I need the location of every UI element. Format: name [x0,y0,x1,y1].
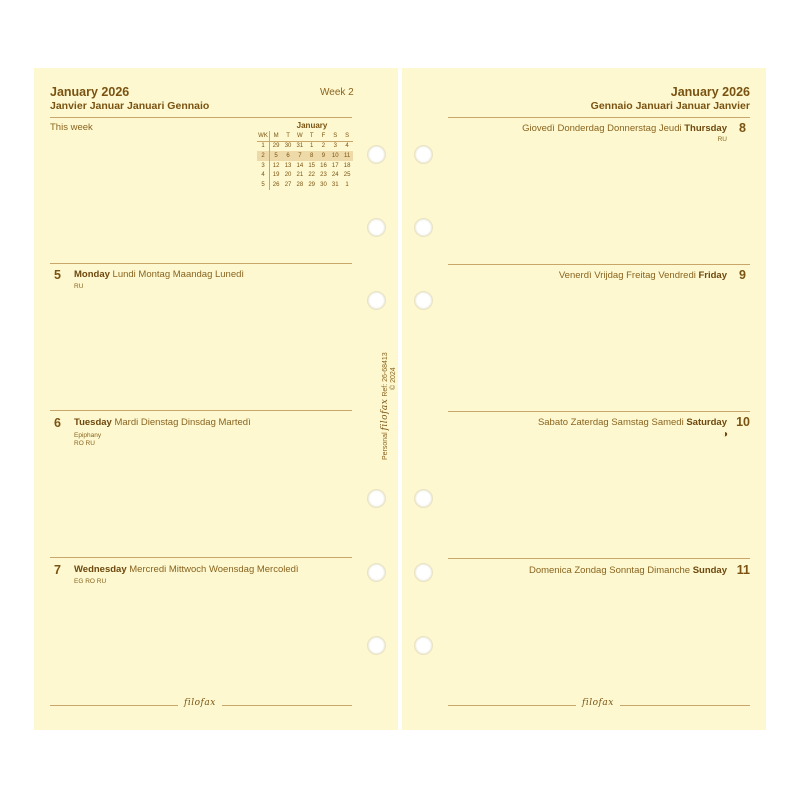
header-rule [50,117,352,118]
day-name: Thursday [684,123,727,134]
day-note: Epiphany [74,432,102,439]
week-number: Week 2 [320,87,354,98]
mini-calendar-date: 12 [272,162,280,169]
spine-ref: Ref: 26-68413 [382,352,389,397]
day-translations: Sabato Zaterdag Samstag Samedi [537,417,684,428]
day-label [74,564,299,575]
mini-calendar-date: 20 [284,172,292,179]
day-name: Monday [74,269,110,280]
mini-calendar [257,121,353,190]
mini-calendar-date: 30 [320,181,327,188]
spine-brand-logo: filofax [380,398,390,431]
day-name: Friday [698,270,727,281]
mini-calendar-header-cell: T [282,131,294,141]
mini-calendar-date: 6 [282,151,294,161]
day-translations: Domenica Zondag Sonntag Dimanche [528,565,691,576]
day-label [538,417,727,428]
mini-calendar-header-cell: S [329,131,341,141]
mini-calendar-month: January [296,121,328,130]
day-rule [448,558,750,559]
mini-calendar-header-row [257,131,353,141]
day-rule [50,410,352,411]
mini-calendar-date: 31 [296,143,304,150]
day-label [74,269,244,280]
binder-hole [367,636,386,655]
day-number: 9 [739,268,746,282]
day-label [559,270,727,281]
day-translations: Venerdì Vrijdag Freitag Vendredi [558,270,696,281]
mini-calendar-date: 10 [329,151,341,161]
day-name: Wednesday [74,564,127,575]
mini-calendar-date: 22 [308,172,315,179]
mini-calendar-week-row [257,170,353,180]
binder-hole [414,218,433,237]
day-translations: Mercredi Mittwoch Woensdag Mercoledì [129,564,299,575]
binder-hole [414,145,433,164]
mini-calendar-week-number: 2 [257,151,270,161]
mini-calendar-date: 24 [331,172,339,179]
day-translations: Mardi Dienstag Dinsdag Martedì [114,417,251,428]
day-number: 5 [54,268,61,282]
mini-calendar-date: 4 [345,143,349,150]
mini-calendar-date: 8 [306,151,318,161]
left-month-subtitle: Janvier Januar Januari Gennaio [50,100,210,112]
mini-calendar-date: 16 [320,162,327,169]
mini-calendar-date: 26 [272,181,280,188]
mini-calendar-date: 1 [309,143,314,150]
binder-hole [367,291,386,310]
mini-calendar-date: 3 [333,143,337,150]
right-month-subtitle: Gennaio Januari Januar Janvier [590,100,750,112]
binder-hole [414,636,433,655]
mini-calendar-date: 7 [294,151,306,161]
binder-hole [367,218,386,237]
mini-calendar-week-number: 5 [257,180,270,190]
mini-calendar-week-number: 1 [257,141,270,151]
day-note: RU [717,136,727,143]
binder-hole [414,563,433,582]
footer-rule-right [222,705,352,706]
mini-calendar-date: 11 [341,151,353,161]
mini-calendar-date: 27 [284,181,292,188]
day-note: EG RO RU [74,578,107,585]
binder-hole [367,563,386,582]
mini-calendar-date: 2 [321,143,326,150]
mini-calendar-date: 9 [318,151,330,161]
day-note: RO RU [74,440,95,447]
left-page [34,68,398,730]
mini-calendar-header-cell: M [270,131,283,141]
mini-calendar-date: 23 [320,172,327,179]
mini-calendar-date: 15 [308,162,315,169]
day-number: 6 [54,416,61,430]
mini-calendar-date: 30 [284,143,292,150]
mini-calendar-header-cell: WK [257,131,270,141]
day-number: 8 [739,121,746,135]
day-label [74,417,251,428]
day-rule [50,557,352,558]
mini-calendar-date: 14 [296,162,304,169]
day-note: RU [74,283,84,290]
mini-calendar-week-row [257,161,353,171]
binder-hole [367,145,386,164]
day-translations: Giovedì Donderdag Donnerstag Jeudi [522,123,682,134]
left-month-title: January 2026 [50,85,130,99]
mini-calendar-date: 21 [296,172,304,179]
day-label [522,123,727,134]
mini-calendar-date: 29 [308,181,315,188]
mini-calendar-date: 17 [331,162,339,169]
spine-line-1 [380,352,390,460]
mini-calendar-date: 5 [270,151,283,161]
mini-calendar-week-number: 4 [257,170,270,180]
day-number: 10 [736,415,750,429]
day-number: 11 [736,563,750,577]
mini-calendar-week-row [257,141,353,151]
mini-calendar-header-cell: T [306,131,318,141]
day-rule [50,263,352,264]
day-name: Tuesday [74,417,112,428]
mini-calendar-date: 29 [272,143,280,150]
footer-rule-right [620,705,750,706]
mini-calendar-header-cell: F [318,131,330,141]
right-page [402,68,766,730]
mini-calendar-date: 19 [272,172,280,179]
footer-rule-left [50,705,178,706]
mini-calendar-table [257,131,353,190]
binder-hole [367,489,386,508]
day-translations: Lundi Montag Maandag Lunedì [112,269,245,280]
spine-imprint [380,352,397,460]
day-name: Saturday [686,417,727,428]
footer-brand-logo: filofax [184,698,216,708]
binder-hole [414,291,433,310]
day-number: 7 [54,563,61,577]
day-rule [448,264,750,265]
mini-calendar-header-cell: S [341,131,353,141]
day-label [529,565,727,576]
moon-phase-icon: ◑ [721,429,728,440]
footer-rule-left [448,705,576,706]
mini-calendar-date: 18 [343,162,351,169]
mini-calendar-date: 13 [284,162,292,169]
mini-calendar-header-cell: W [294,131,306,141]
mini-calendar-date: 31 [331,181,339,188]
mini-calendar-week-number: 3 [257,161,270,171]
spine-copyright: © 2024 [390,367,397,390]
mini-calendar-date: 28 [296,181,304,188]
day-rule [448,117,750,118]
spine-size: Personal [382,432,389,460]
mini-calendar-week-row [257,151,353,161]
mini-calendar-date: 25 [343,172,351,179]
day-name: Sunday [692,565,727,576]
mini-calendar-date: 1 [345,181,349,188]
this-week-label: This week [50,122,93,133]
binder-hole [414,489,433,508]
right-month-title: January 2026 [670,85,750,99]
footer-brand-logo: filofax [582,698,614,708]
day-rule [448,411,750,412]
mini-calendar-week-row [257,180,353,190]
